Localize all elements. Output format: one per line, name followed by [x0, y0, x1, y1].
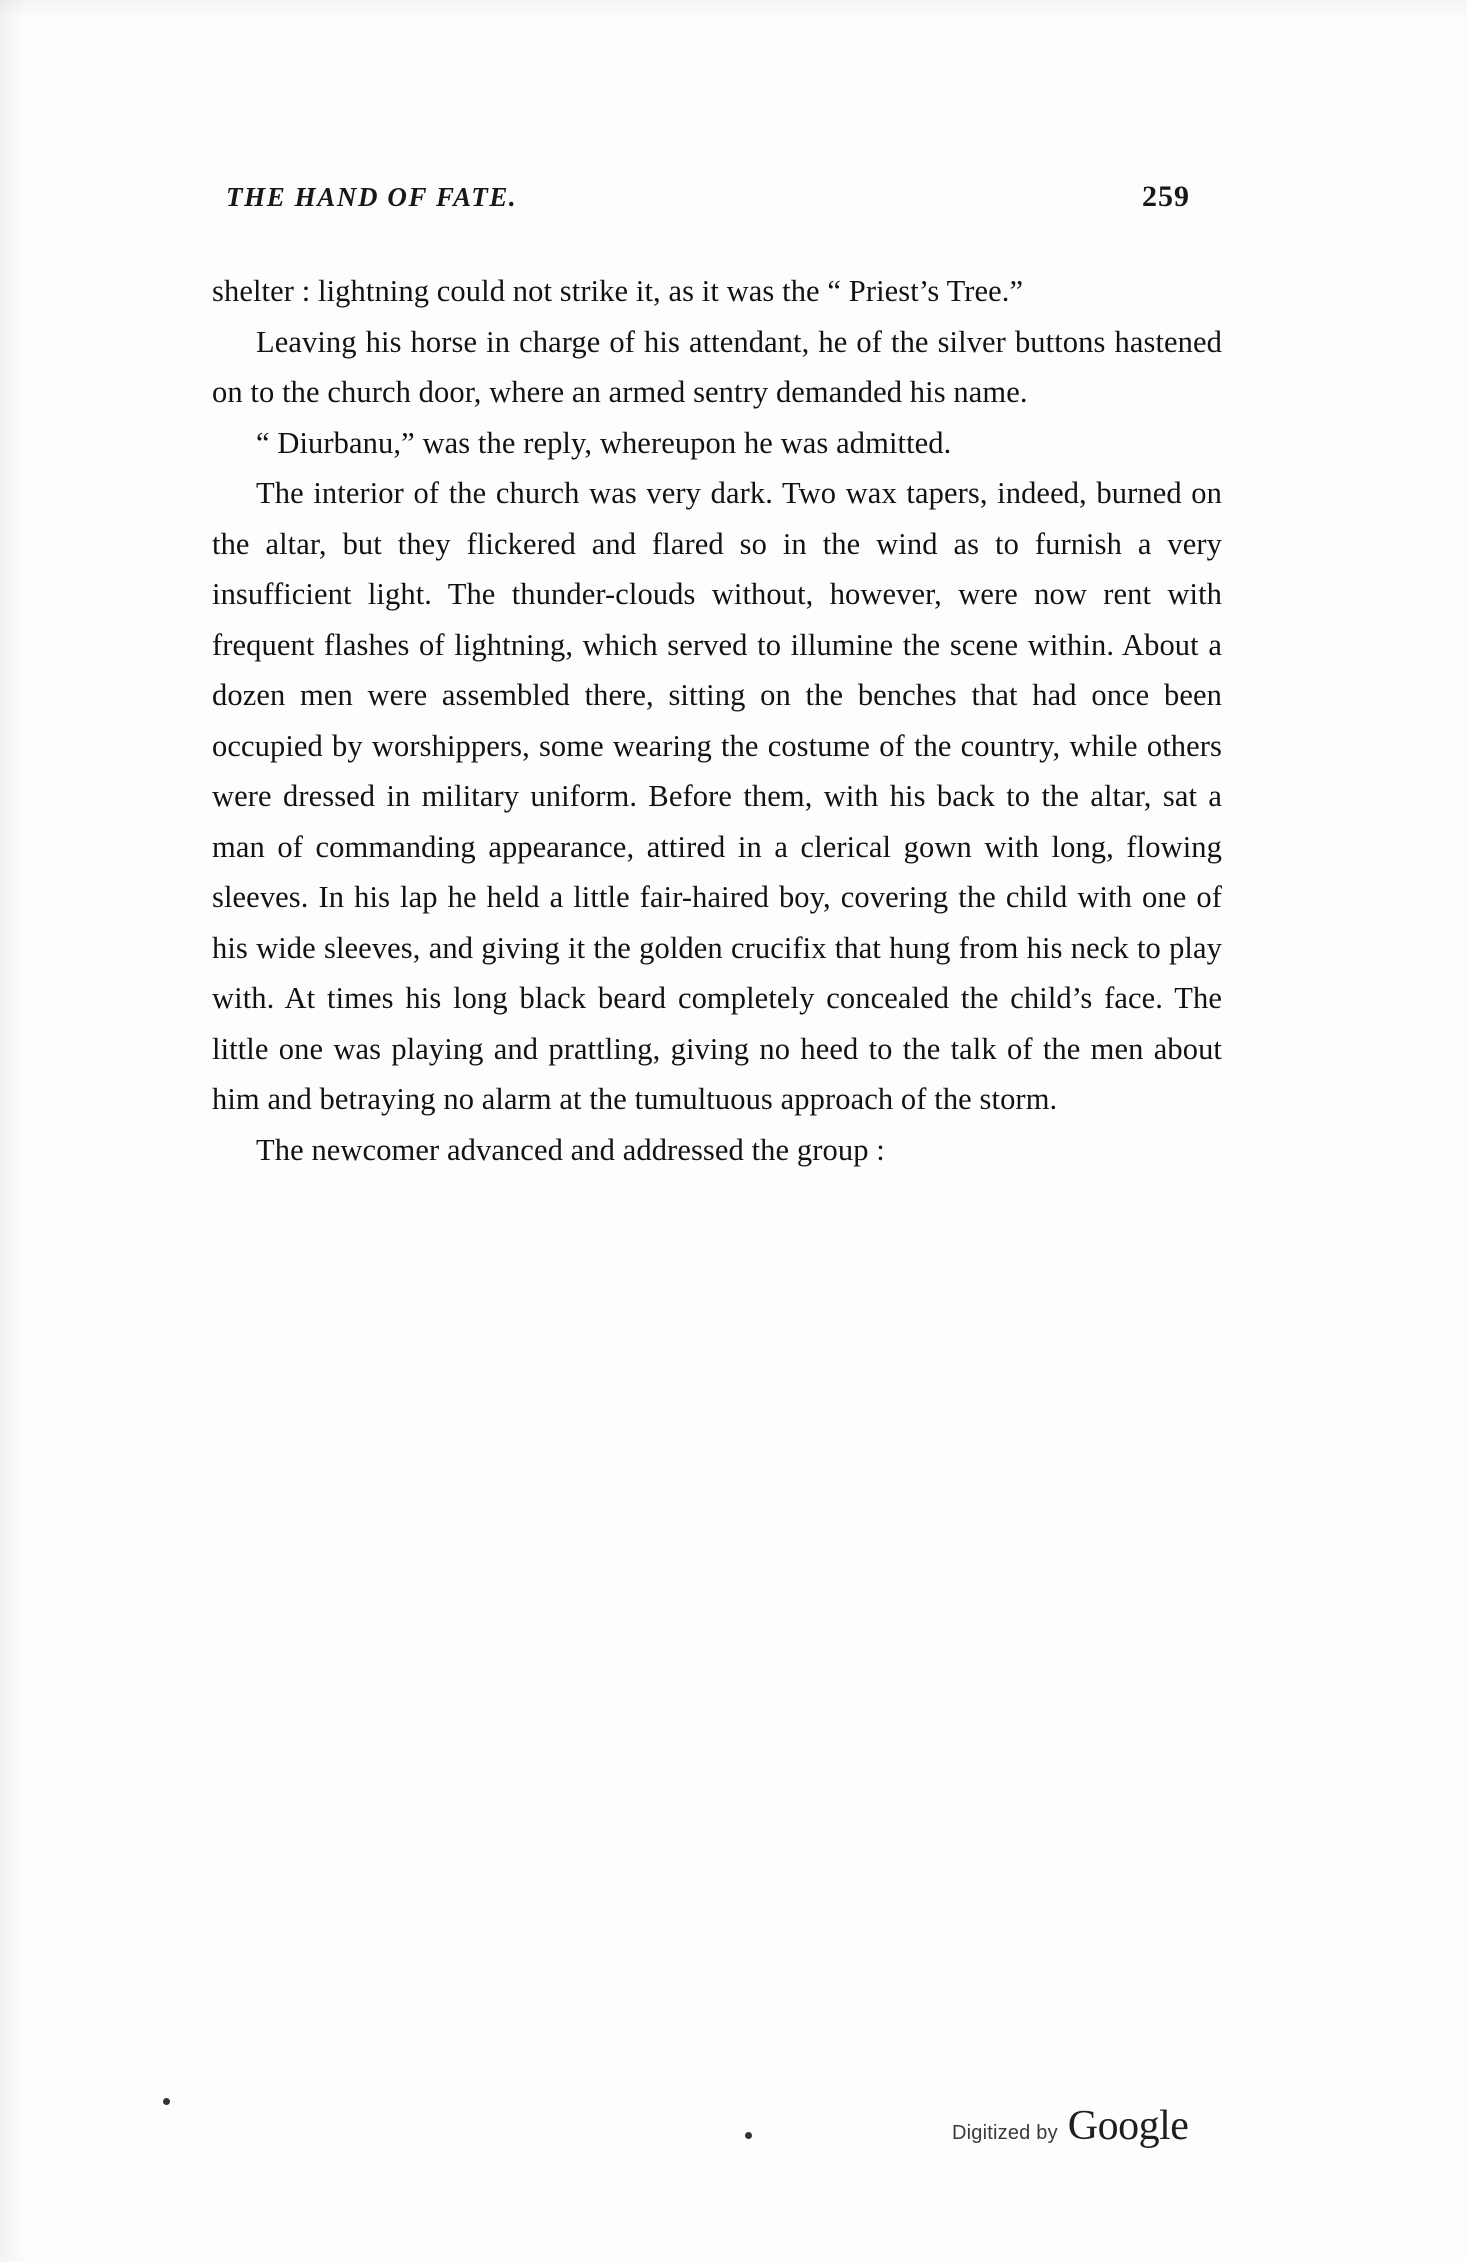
running-head: [212, 180, 1222, 214]
digitized-by-watermark: [952, 2102, 1188, 2150]
digitized-by-label: Digitized by: [952, 2122, 1058, 2144]
paragraph: shelter : lightning could not strike it, as it was the “ Priest’s Tree.”: [212, 274, 1024, 308]
page-edge-shading-top: [0, 0, 1467, 20]
running-title: THE HAND OF FATE.: [226, 182, 518, 212]
page-content: [212, 180, 1222, 1175]
body-text: [212, 266, 1222, 1175]
scan-artifact-dot-center: [745, 2132, 752, 2139]
google-wordmark: Google: [1067, 2103, 1189, 2149]
paragraph: Leaving his horse in charge of his attendant, he of the silver buttons hastened on to the church door, where an armed sentry demanded his name.: [212, 324, 1222, 409]
page-number: 259: [1142, 180, 1190, 213]
paragraph: “ Diurbanu,” was the reply, whereupon he was admitted.: [256, 425, 952, 460]
page-footer: [0, 2040, 1467, 2220]
page-edge-shading-left: [0, 0, 26, 2262]
paragraph: The interior of the church was very dark. Two wax tapers, indeed, burned on the altar, but they flickered and flared so in the wind as to furnish a very insufficient light. The thunder-clouds without, however, were now rent with frequent flashes of lightning, which served to illumine the scene within. About a dozen men were assembled there, sitting on the benches that had once been occupied by worshippers, some wearing the costume of the country, while others were dressed in military uniform. Before them, with his back to the altar, sat a man of commanding appearance, attired in a clerical gown with long, flowing sleeves. In his lap he held a little fair-haired boy, covering the child with one of his wide sleeves, and giving it the golden crucifix that hung from his neck to play with. At times his long black beard completely concealed the child’s face. The little one was playing and prattling, giving no heed to the talk of the men about him and betraying no alarm at the tumultuous approach of the storm.: [212, 476, 1222, 1116]
scan-artifact-dot-left: [163, 2098, 170, 2105]
paragraph: The newcomer advanced and addressed the group :: [256, 1132, 885, 1167]
